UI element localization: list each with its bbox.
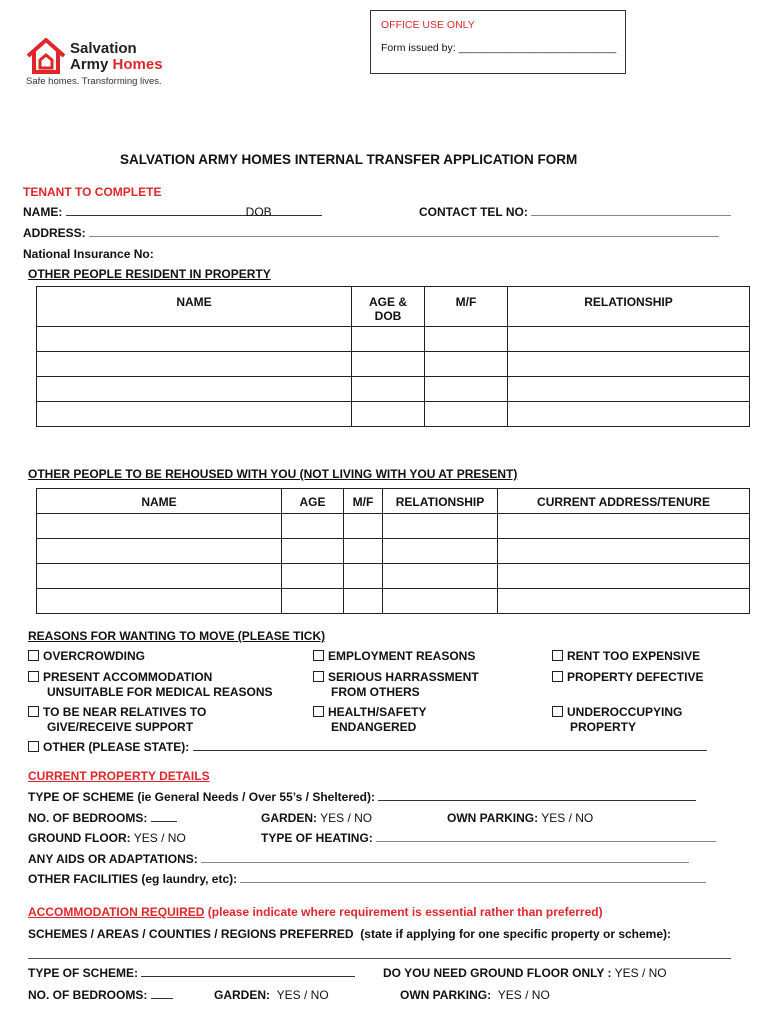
ground-floor-row: GROUND FLOOR: YES / NO xyxy=(28,831,186,845)
salvation-army-logo xyxy=(26,38,196,90)
col-age: AGE xyxy=(282,489,344,514)
scheme-row: TYPE OF SCHEME (ie General Needs / Over 55’s / Sheltered): xyxy=(28,790,696,804)
checkbox[interactable] xyxy=(313,671,324,682)
required-bedrooms-row: NO. OF BEDROOMS: xyxy=(28,988,173,1002)
col-mf: M/F xyxy=(425,287,508,327)
garden-row: GARDEN: YES / NO xyxy=(261,811,373,825)
table-row[interactable] xyxy=(37,352,750,377)
table-row[interactable] xyxy=(37,514,750,539)
checkbox[interactable] xyxy=(313,706,324,717)
schemes-row: SCHEMES / AREAS / COUNTIES / REGIONS PREFERRED (state if applying for one specific property or scheme): xyxy=(28,927,672,941)
table-row[interactable] xyxy=(37,402,750,427)
checkbox[interactable] xyxy=(552,671,563,682)
checkbox[interactable] xyxy=(552,706,563,717)
current-heading: CURRENT PROPERTY DETAILS xyxy=(28,769,210,783)
reason-relatives[interactable]: TO BE NEAR RELATIVES TO GIVE/RECEIVE SUPPORT xyxy=(28,705,206,735)
checkbox[interactable] xyxy=(28,741,39,752)
scheme-field[interactable] xyxy=(378,800,696,801)
logo-line1: Salvation xyxy=(70,40,137,57)
required-bedrooms-field[interactable] xyxy=(151,998,173,999)
reason-other[interactable]: OTHER (PLEASE STATE): xyxy=(28,740,707,754)
contact-row: CONTACT TEL NO: xyxy=(419,205,731,219)
address-row: ADDRESS: xyxy=(23,226,719,240)
bedrooms-row: NO. OF BEDROOMS: xyxy=(28,811,177,825)
dob-field[interactable] xyxy=(272,215,316,216)
heating-row: TYPE OF HEATING: xyxy=(261,831,716,845)
col-name: NAME xyxy=(37,489,282,514)
required-parking-value[interactable]: YES / NO xyxy=(497,988,550,1002)
parking-row: OWN PARKING: YES / NO xyxy=(447,811,594,825)
logo-tagline: Safe homes. Transforming lives. xyxy=(26,76,162,87)
required-ground-value[interactable]: YES / NO xyxy=(614,966,667,980)
logo-line2: Army Homes xyxy=(70,56,163,73)
reason-harassment[interactable]: SERIOUS HARRASSMENT FROM OTHERS xyxy=(313,670,479,700)
facilities-row: OTHER FACILITIES (eg laundry, etc): xyxy=(28,872,706,886)
reason-rent[interactable]: RENT TOO EXPENSIVE xyxy=(552,649,700,663)
house-logo-icon xyxy=(26,38,66,76)
required-garden-row: GARDEN: YES / NO xyxy=(214,988,329,1002)
aids-row: ANY AIDS OR ADAPTATIONS: xyxy=(28,852,689,866)
address-field[interactable] xyxy=(89,236,719,237)
col-age-dob: AGE & DOB xyxy=(352,287,425,327)
required-ground-row: DO YOU NEED GROUND FLOOR ONLY : YES / NO xyxy=(383,966,667,980)
residents-heading: OTHER PEOPLE RESIDENT IN PROPERTY xyxy=(28,267,271,281)
residents-table xyxy=(36,286,750,427)
office-use-title: OFFICE USE ONLY xyxy=(381,19,475,31)
col-relationship: RELATIONSHIP xyxy=(383,489,498,514)
heating-field[interactable] xyxy=(376,841,716,842)
col-current-address: CURRENT ADDRESS/TENURE xyxy=(498,489,750,514)
office-use-box xyxy=(370,10,626,74)
checkbox[interactable] xyxy=(28,706,39,717)
table-row[interactable] xyxy=(37,327,750,352)
reason-property-defective[interactable]: PROPERTY DEFECTIVE xyxy=(552,670,703,684)
col-mf: M/F xyxy=(344,489,383,514)
reason-overcrowding[interactable]: OVERCROWDING xyxy=(28,649,145,663)
col-name: NAME xyxy=(37,287,352,327)
checkbox[interactable] xyxy=(552,650,563,661)
required-type-row: TYPE OF SCHEME: xyxy=(28,966,355,980)
rehoused-table xyxy=(36,488,750,614)
table-row[interactable] xyxy=(37,589,750,614)
other-reason-field[interactable] xyxy=(193,750,707,751)
required-parking-row: OWN PARKING: YES / NO xyxy=(400,988,550,1002)
form-issued-field[interactable]: Form issued by: ___________________________ xyxy=(381,42,617,54)
aids-field[interactable] xyxy=(201,862,689,863)
checkbox[interactable] xyxy=(313,650,324,661)
name-row: NAME: DOB xyxy=(23,205,316,219)
required-heading-row: ACCOMMODATION REQUIRED (please indicate where requirement is essential rather than preferred) xyxy=(28,905,603,919)
garden-value[interactable]: YES / NO xyxy=(320,811,373,825)
reason-employment[interactable]: EMPLOYMENT REASONS xyxy=(313,649,475,663)
dob-label: DOB xyxy=(245,205,272,219)
schemes-field[interactable] xyxy=(28,958,731,959)
col-relationship: RELATIONSHIP xyxy=(508,287,750,327)
reason-underoccupying[interactable]: UNDEROCCUPYING PROPERTY xyxy=(552,705,682,735)
reasons-heading: REASONS FOR WANTING TO MOVE (PLEASE TICK) xyxy=(28,629,326,643)
facilities-field[interactable] xyxy=(240,882,706,883)
tenant-heading: TENANT TO COMPLETE xyxy=(23,185,162,199)
ni-label: National Insurance No: xyxy=(23,247,154,261)
table-row[interactable] xyxy=(37,377,750,402)
reason-health-safety[interactable]: HEALTH/SAFETY ENDANGERED xyxy=(313,705,426,735)
checkbox[interactable] xyxy=(28,671,39,682)
contact-field[interactable] xyxy=(531,215,731,216)
bedrooms-field[interactable] xyxy=(151,821,177,822)
parking-value[interactable]: YES / NO xyxy=(541,811,594,825)
required-type-field[interactable] xyxy=(141,976,355,977)
rehoused-heading: OTHER PEOPLE TO BE REHOUSED WITH YOU (NOT LIVING WITH YOU AT PRESENT) xyxy=(28,467,518,481)
form-title: SALVATION ARMY HOMES INTERNAL TRANSFER APPLICATION FORM xyxy=(120,152,578,167)
ground-floor-value[interactable]: YES / NO xyxy=(133,831,186,845)
checkbox[interactable] xyxy=(28,650,39,661)
reason-present-accommodation[interactable]: PRESENT ACCOMMODATION UNSUITABLE FOR MEDICAL REASONS xyxy=(28,670,273,700)
table-row[interactable] xyxy=(37,564,750,589)
table-row[interactable] xyxy=(37,539,750,564)
required-garden-value[interactable]: YES / NO xyxy=(276,988,329,1002)
